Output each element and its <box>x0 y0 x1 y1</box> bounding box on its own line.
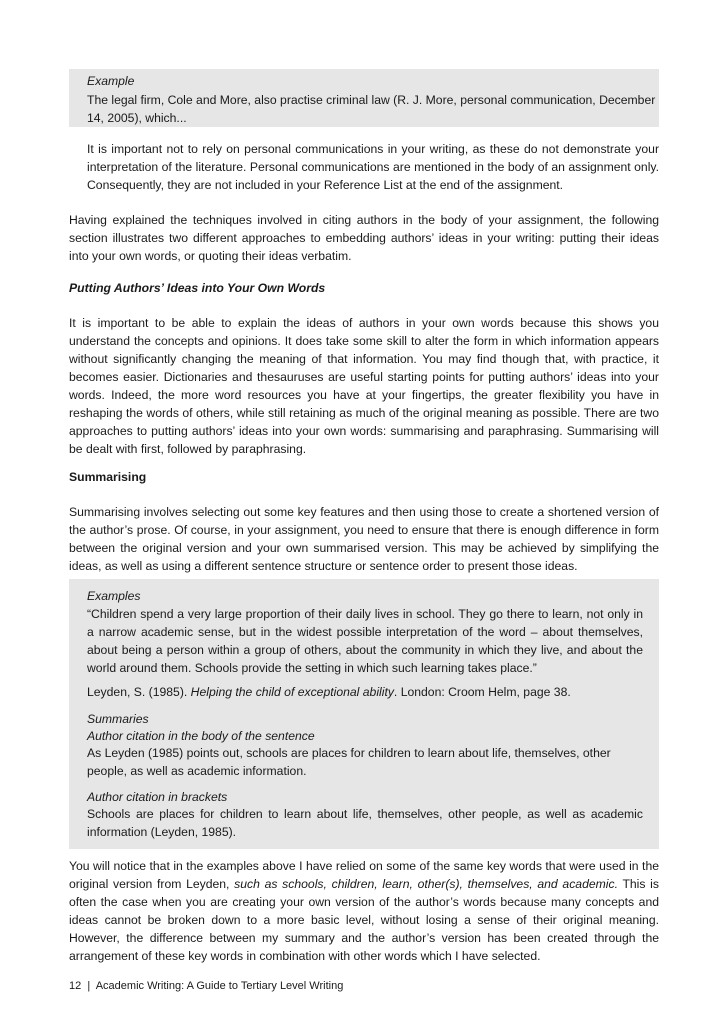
personal-communication-note: It is important not to rely on personal communications in your writing, as these do not demonstrate your interpretation of the literature. Personal communications are mentioned in the body of an assignment only. Consequently, they are not included in your Reference List at the end of the assignment. <box>87 142 659 192</box>
notice-text-start: You will notice that in the examples above I have relied on some of the same key words that were used in the original version from Leyden, <box>69 859 659 891</box>
leyden-quote: “Children spend a very large proportion of their daily lives in school. They go there to learn, not only in a narrow academic sense, but in the widest possible interpretation of the word – about themselves, about being a person within a group of others, about the community in which they live, and about the world around them. Schools provide the setting in which such learning takes place.” <box>87 607 643 675</box>
summaries-label: Summaries <box>87 712 149 726</box>
intro-paragraph: Having explained the techniques involved in citing authors in the body of your assignment, the following section illustrates two different approaches to embedding authors’ ideas in your writing: putting their ideas into your own words, or quoting their ideas verbatim. <box>69 213 659 263</box>
page-footer: 12 | Academic Writing: A Guide to Tertiary Level Writing <box>69 980 344 992</box>
heading-summarising: Summarising <box>69 470 147 484</box>
notice-text-end: This is often the case when you are creating your own version of the author’s words because many concepts and ideas cannot be broken down to a more basic level, without losing a sense of their original meaning. However, the difference between my summary and the author’s version has been created through the arrangement of these key words in combination with other words which I have selected. <box>69 877 659 963</box>
notice-key-words: such as schools, children, learn, other(s), themselves, and academic. <box>234 877 618 891</box>
notice-paragraph <box>69 857 659 965</box>
example-text-line-1: The legal firm, Cole and More, also practise criminal law (R. J. More, personal communication, December <box>87 93 656 107</box>
citation-in-sentence-text: As Leyden (1985) points out, schools are places for children to learn about life, themselves, other people, as well as academic information. <box>87 746 611 778</box>
own-words-paragraph: It is important to be able to explain the ideas of authors in your own words because this shows you understand the concepts and opinions. It does take some skill to alter the form in which information appears without significantly changing the meaning of that information. You may find though that, with practice, it becomes easier. Dictionaries and thesauruses are useful starting points for putting authors’ ideas into your words. Indeed, the more word resources you have at your fingertips, the greater flexibility you have in reshaping the words of others, while still retaining as much of the original meaning as possible. There are two approaches to putting authors’ ideas into your own words: summarising and paraphrasing. Summarising will be dealt with first, followed by paraphrasing. <box>69 316 659 456</box>
summarising-paragraph: Summarising involves selecting out some key features and then using those to create a shortened version of the author’s prose. Of course, in your assignment, you need to ensure that there is enough difference in form between the original version and your own summarised version. This may be achieved by simplifying the ideas, as well as using a different sentence structure or sentence order to present those ideas. <box>69 505 659 573</box>
reference-author: Leyden, S. (1985). <box>87 685 191 699</box>
citation-in-sentence-label: Author citation in the body of the sentence <box>87 729 315 743</box>
example-text-line-2: 14, 2005), which... <box>87 111 187 125</box>
example-label: Example <box>87 74 135 88</box>
leyden-reference <box>87 683 659 701</box>
citation-in-brackets-text: Schools are places for children to learn about life, themselves, other people, as well as academic information (Leyden, 1985). <box>87 807 643 839</box>
heading-own-words: Putting Authors’ Ideas into Your Own Words <box>69 281 326 295</box>
reference-title: Helping the child of exceptional ability <box>190 685 394 699</box>
reference-publisher: . London: Croom Helm, page 38. <box>393 685 571 699</box>
citation-in-brackets-label: Author citation in brackets <box>87 790 228 804</box>
examples-label: Examples <box>87 589 141 603</box>
